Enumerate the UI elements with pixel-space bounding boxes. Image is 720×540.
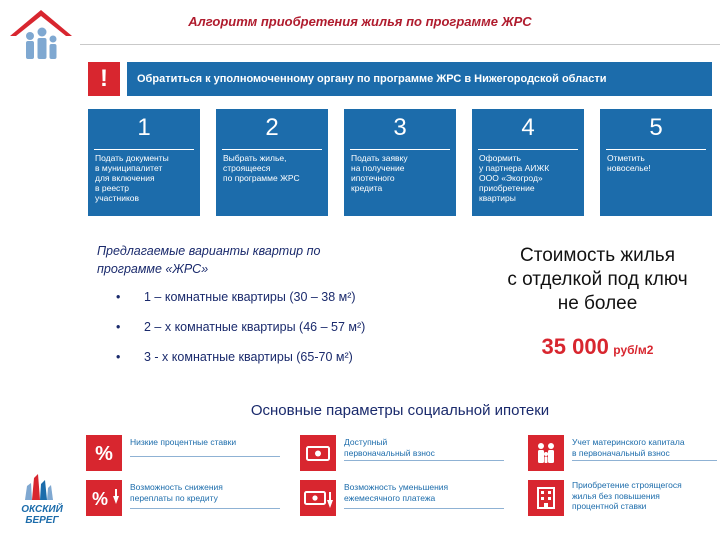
exclamation-icon: !: [88, 62, 120, 96]
param-divider: [344, 508, 504, 509]
percent-down-icon: [86, 480, 122, 516]
cost-description: Стоимость жилья с отделкой под ключ не более: [507, 245, 688, 314]
apartment-option-2: [116, 320, 466, 334]
step-number: 5: [649, 114, 663, 141]
bullet: •: [116, 320, 121, 334]
step-text: Выбрать жилье, строящееся по программе ЖРС: [223, 153, 300, 183]
bullet: •: [116, 290, 121, 304]
step-4: [472, 109, 584, 216]
param-text: Приобретение строящегося жилья без повышения процентной ставки: [572, 480, 682, 511]
apartment-option-1: [116, 290, 466, 304]
param-text: Доступный первоначальный взнос: [344, 437, 435, 458]
step-divider: [350, 149, 450, 150]
param-divider: [572, 460, 717, 461]
family-icon: [528, 435, 564, 471]
building-icon: [528, 480, 564, 516]
brand-name-1: ОКСКИЙ: [21, 504, 63, 515]
step-5: [600, 109, 712, 216]
step-2: [216, 109, 328, 216]
svg-text:%: %: [95, 443, 113, 465]
step-text: Подать документы в муниципалитет для включения в реестр участников: [95, 153, 169, 203]
step-3: [344, 109, 456, 216]
brand-name-2: БЕРЕГ: [25, 515, 59, 526]
param-text: Возможность снижения переплаты по кредиту: [130, 482, 223, 503]
apartments-title: Предлагаемые варианты квартир по программе «ЖРС»: [97, 244, 321, 276]
apartment-option-3: [116, 350, 466, 364]
step-number: 1: [137, 114, 151, 141]
page-title: Алгоритм приобретения жилья по программе ЖРС: [188, 14, 532, 29]
percent-icon: [86, 435, 122, 471]
param-divider: [130, 508, 280, 509]
bullet: •: [116, 350, 121, 364]
money-down-icon: [300, 480, 336, 516]
step-number: 2: [265, 114, 279, 141]
param-divider: [130, 456, 280, 457]
apartment-option-text: 2 – х комнатные квартиры (46 – 57 м²): [144, 320, 366, 334]
step-number: 4: [521, 114, 535, 141]
cost-unit: руб/м2: [613, 343, 654, 357]
param-divider: [344, 460, 504, 461]
step-divider: [222, 149, 322, 150]
param-text: Низкие процентные ставки: [130, 437, 237, 447]
step-number: 3: [393, 114, 407, 141]
param-text: Учет материнского капитала в первоначальный взнос: [572, 437, 685, 458]
param-text: Возможность уменьшения ежемесячного платежа: [344, 482, 449, 503]
params-title: Основные параметры социальной ипотеки: [250, 402, 550, 419]
step-divider: [94, 149, 194, 150]
svg-text:%: %: [91, 489, 109, 509]
step-text: Оформить у партнера АИЖК ООО «Экогрод» приобретение квартиры: [479, 153, 550, 203]
instruction-banner: Обратиться к уполномоченному органу по программе ЖРС в Нижегородской области: [127, 62, 712, 96]
apartment-option-text: 3 - х комнатные квартиры (65-70 м²): [144, 350, 353, 364]
okskiy-bereg-logo-icon: [12, 470, 72, 540]
title-divider: [80, 44, 720, 45]
step-1: [88, 109, 200, 216]
step-divider: [606, 149, 706, 150]
apartment-option-text: 1 – комнатные квартиры (30 – 38 м²): [144, 290, 356, 304]
money-icon: [300, 435, 336, 471]
step-text: Отметить новоселье!: [607, 153, 651, 173]
cost-value: 35 000: [541, 334, 609, 359]
step-divider: [478, 149, 578, 150]
step-text: Подать заявку на получение ипотечного кредита: [351, 153, 408, 193]
cost-price: [475, 334, 720, 360]
